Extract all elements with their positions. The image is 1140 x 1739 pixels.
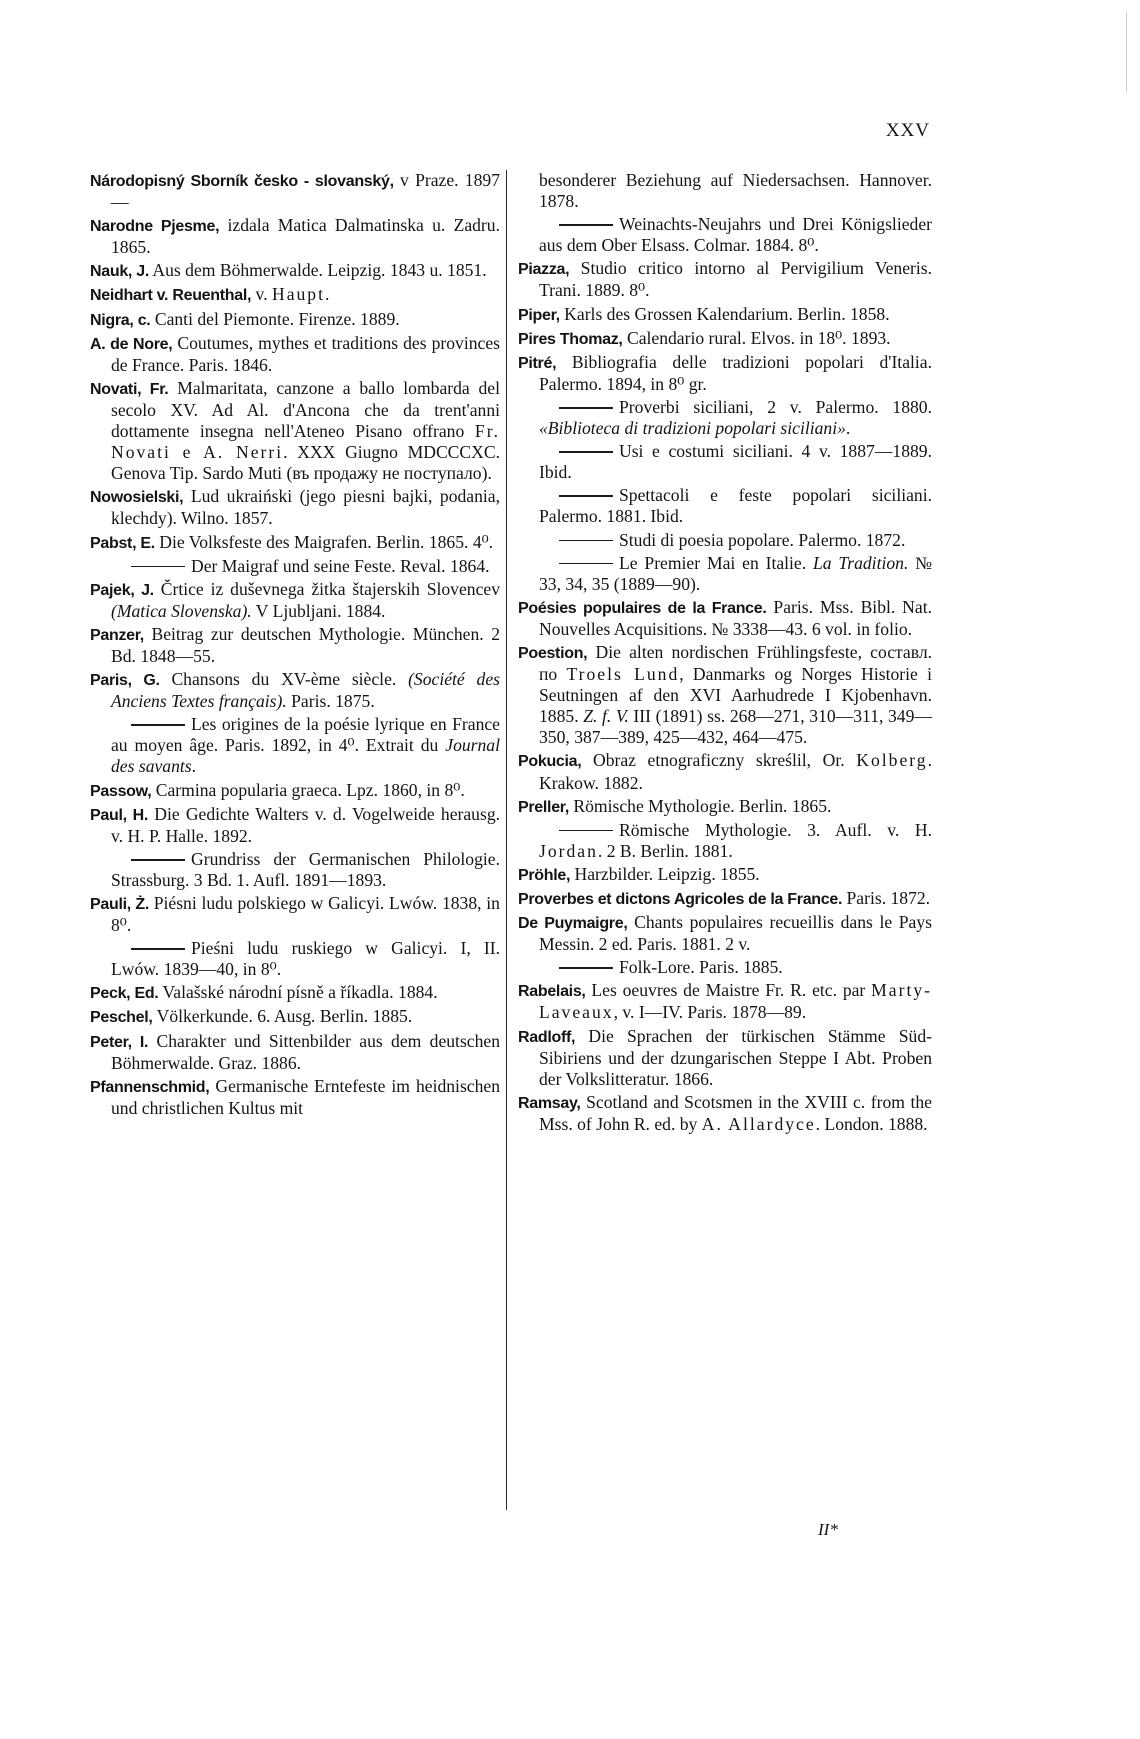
bibliography-entry [518, 258, 932, 301]
bibliography-entry [90, 1006, 500, 1028]
entry-text: Römische Mythologie. 3. Aufl. v. H. [619, 819, 932, 840]
bibliography-entry [518, 1092, 932, 1135]
bibliography-entry [518, 170, 932, 212]
bibliography-entry [518, 597, 932, 640]
entry-text: № 33, 34, 35 (1889—90). [539, 552, 932, 594]
entry-text: Valašské národní písně a říkadla. 1884. [158, 982, 438, 1003]
entry-heading: Rabelais, [518, 983, 586, 1001]
bibliography-entry [518, 888, 932, 910]
entry-heading: De Puymaigre, [518, 915, 628, 933]
entry-heading: Pajek, J. [90, 581, 154, 599]
entry-text: Der Maigraf und seine Feste. Reval. 1864. [191, 555, 490, 576]
entry-text: Paris. 1872. [842, 888, 931, 908]
entry-text: . 2 B. Berlin. 1881. [597, 840, 733, 861]
entry-text: Germanische Erntefeste im heidnischen und christlichen Kultus mit [111, 1075, 500, 1118]
entry-heading: Paris, G. [90, 672, 160, 690]
entry-text: Malmaritata, canzone a ballo lombarda del secolo XV. Ad Al. d'Ancona che da trent'anni dottamente insegna nell'Ateneo Pisano offrano [111, 377, 500, 442]
entry-heading: Pabst, E. [90, 534, 155, 552]
entry-text: v Praze. 1897— [111, 170, 500, 213]
bibliography-entry [518, 980, 932, 1023]
right-column [518, 170, 932, 1137]
entry-heading: Pitré, [518, 354, 557, 372]
entry-heading: Ramsay, [518, 1094, 581, 1112]
bibliography-entry [90, 378, 500, 484]
entry-text: Obraz etnograficzny skreślil, Or. [581, 750, 857, 771]
left-column [90, 170, 500, 1121]
entry-spaced-name: Jordan [539, 840, 598, 861]
entry-heading: Pauli, Ż. [90, 896, 149, 913]
bibliography-entry [90, 938, 500, 980]
entry-text: Die alten nordischen Frühlingsfeste, составл. по [539, 641, 932, 685]
ditto-dash [559, 540, 613, 542]
entry-heading: Radloff, [518, 1028, 576, 1046]
entry-heading: Neidhart v. Reuenthal, [90, 287, 252, 305]
ditto-dash [559, 224, 613, 226]
entry-text: besonderer Beziehung auf Niedersachsen. Hannover. 1878. [539, 170, 932, 212]
entry-text: Chants populaires recueillis dans le Pays Messin. 2 ed. Paris. 1881. 2 v. [539, 912, 932, 955]
entry-text: . [191, 756, 197, 777]
entry-heading: Peck, Ed. [90, 985, 159, 1003]
signature-mark: II* [818, 1520, 838, 1539]
bibliography-entry [518, 485, 932, 527]
bibliography-entry [518, 304, 932, 326]
bibliography-entry [518, 328, 932, 350]
entry-italic: La Tradition. [813, 552, 909, 573]
ditto-dash [131, 948, 185, 950]
entry-text: Weinachts-Neujahrs und Drei Königslieder aus dem Ober Elsass. Colmar. 1884. 8⁰. [539, 214, 932, 256]
entry-text: Charakter und Sittenbilder aus dem deutschen Böhmerwalde. Graz. 1886. [111, 1030, 501, 1073]
entry-text: Bibliografia delle tradizioni popolari d'Italia. Palermo. 1894, in 8⁰ gr. [539, 351, 932, 394]
entry-heading: Peschel, [90, 1009, 153, 1027]
entry-heading: Pires Thomaz, [518, 330, 623, 348]
entry-text: Pieśni ludu ruskiego w Galicyi. I, II. Lwów. 1839—40, in 8⁰. [111, 938, 500, 980]
entry-text: Calendario rural. Elvos. in 18⁰. 1893. [622, 327, 891, 348]
entry-heading: Pokucia, [518, 753, 582, 771]
entry-text: Paris. Mss. Bibl. Nat. Nouvelles Acquisitions. № 3338—43. 6 vol. in folio. [539, 596, 932, 639]
entry-heading: Novati, Fr. [90, 380, 169, 398]
entry-text: Paris. 1875. [286, 691, 375, 712]
bibliography-entry [90, 486, 500, 529]
page-number: XXV [885, 120, 930, 141]
entry-text: Proverbi siciliani, 2 v. Palermo. 1880. [619, 396, 932, 417]
entry-heading: Nauk, J. [90, 263, 149, 281]
entry-heading: Passow, [90, 782, 152, 800]
entry-text: Völkerkunde. 6. Ausg. Berlin. 1885. [152, 1006, 413, 1027]
entry-text: Chansons du XV-ème siècle. [159, 669, 409, 690]
bibliography-entry [518, 352, 932, 395]
entry-text: Les oeuvres de Maistre Fr. R. etc. par [585, 980, 872, 1001]
entry-heading: Piazza, [518, 261, 570, 279]
entry-italic: «Biblioteca di tradizioni popolari siciliani» [539, 418, 846, 439]
entry-heading: A. de Nore, [90, 335, 173, 353]
bibliography-entry [90, 1076, 500, 1119]
entry-heading: Preller, [518, 798, 569, 816]
bibliography-entry [518, 750, 932, 793]
entry-text: v. [251, 284, 272, 305]
bibliography-entry [90, 215, 500, 258]
entry-text: Studio critico intorno al Pervigilium Veneris. Trani. 1889. 8⁰. [539, 258, 932, 301]
entry-heading: Proverbes et dictons Agricoles de la France. [518, 891, 843, 908]
entry-text: Die Gedichte Walters v. d. Vogelweide herausg. v. H. P. Halle. 1892. [111, 803, 501, 846]
entry-text: . XXX Giugno MDCCCXC. Genova Tip. Sardo Muti (въ продажу не поступало). [111, 442, 500, 484]
entry-text: Les origines de la poésie lyrique en France au moyen âge. Paris. 1892, in 4⁰. Extrait du [111, 714, 500, 756]
entry-text: izdala Matica Dalmatinska u. Zadru. 1865. [111, 215, 500, 258]
entry-heading: Narodne Pjesme, [90, 218, 220, 236]
entry-text: Usi e costumi siciliani. 4 v. 1887—1889. Ibid. [539, 441, 932, 483]
entry-text: Spettacoli e feste popolari siciliani. Palermo. 1881. Ibid. [539, 485, 932, 527]
entry-heading: Pfannenschmid, [90, 1078, 210, 1096]
entry-text: Studi di poesia popolare. Palermo. 1872. [619, 529, 906, 550]
entry-spaced-name: Haupt [272, 284, 325, 305]
bibliography-entry [90, 780, 500, 802]
entry-spaced-name: Fr. Novati e A. Nerri [111, 421, 500, 463]
entry-text: Črtice iz duševnega žitka štajerskih Slovencev [153, 578, 500, 599]
entry-text: Harzbilder. Leipzig. 1855. [570, 863, 760, 884]
bibliography-entry [518, 441, 932, 483]
entry-italic: (Matica Slovenska). [111, 600, 252, 621]
entry-text: Lud ukraiński (jego piesni bajki, podania, klechdy). Wilno. 1857. [111, 486, 500, 529]
entry-italic: (Société des Anciens Textes français). [111, 669, 500, 712]
entry-text: Carmina popularia graeca. Lpz. 1860, in 8⁰. [151, 779, 465, 800]
entry-text: Grundriss der Germanischen Philologie. Strassburg. 3 Bd. 1. Aufl. 1891—1893. [111, 848, 500, 890]
bibliography-entry [518, 397, 932, 439]
entry-text: Aus dem Böhmerwalde. Leipzig. 1843 u. 1851. [148, 260, 487, 281]
bibliography-entry [518, 1026, 932, 1090]
entry-spaced-name: Troels Lund [566, 664, 680, 685]
ditto-dash [559, 563, 613, 565]
entry-text: Scotland and Scotsmen in the XVIII c. from the Mss. of John R. ed. by [539, 1091, 932, 1134]
entry-text: Folk-Lore. Paris. 1885. [619, 957, 783, 978]
entry-text: Canti del Piemonte. Firenze. 1889. [150, 308, 400, 329]
bibliography-entry [90, 556, 500, 577]
entry-text: , v. I—IV. Paris. 1878—89. [613, 1002, 807, 1023]
bibliography-entry [90, 333, 500, 376]
entry-text: Le Premier Mai en Italie. [619, 552, 813, 573]
entry-text: Die Sprachen der türkischen Stämme Süd-Sibiriens und der dzungarischen Steppe I Abt. Proben der Volkslitteratur. 1866. [539, 1025, 932, 1089]
bibliography-entry [90, 532, 500, 554]
ditto-dash [559, 830, 613, 832]
bibliography-entry [90, 260, 500, 282]
bibliography-entry [518, 214, 932, 256]
entry-text: . [325, 284, 330, 305]
entry-text: Piésni ludu polskiego w Galicyi. Lwów. 1838, in 8⁰. [111, 893, 500, 936]
bibliography-entry [90, 714, 500, 777]
entry-text: V Ljubljani. 1884. [251, 600, 386, 621]
entry-heading: Panzer, [90, 626, 144, 644]
bibliography-entry [518, 796, 932, 818]
ditto-dash [131, 859, 185, 861]
entry-text: . London. 1888. [815, 1113, 928, 1134]
bibliography-entry [518, 553, 932, 595]
entry-heading: Paul, H. [90, 806, 149, 824]
entry-heading: Poestion, [518, 644, 588, 662]
entry-text: Die Volksfeste des Maigrafen. Berlin. 1865. 4⁰. [154, 531, 494, 552]
entry-text: , Danmarks og Norges Historie i Seutningen af den XVI Aarhudrede I Kjobenhavn. 1885. [539, 664, 932, 727]
ditto-dash [559, 967, 613, 969]
entry-heading: Nigra, c. [90, 311, 151, 329]
entry-text: III (1891) ss. 268—271, 310—311, 349—350, 387—389, 425—432, 464—475. [539, 706, 932, 748]
entry-text: . Krakow. 1882. [539, 750, 932, 793]
bibliography-entry [518, 642, 932, 748]
bibliography-entry [90, 982, 500, 1004]
entry-spaced-name: Kolberg [856, 750, 928, 771]
bibliography-entry [90, 170, 500, 213]
entry-text: Beitrag zur deutschen Mythologie. München. 2 Bd. 1848—55. [111, 623, 500, 666]
bibliography-entry [90, 849, 500, 891]
entry-spaced-name: Marty-Laveaux [539, 980, 932, 1023]
entry-heading: Národopisný Sborník česko - slovanský, [90, 173, 394, 190]
ditto-dash [559, 451, 613, 453]
ditto-dash [559, 407, 613, 409]
bibliography-entry [518, 912, 932, 955]
bibliography-entry [90, 804, 500, 847]
bibliography-entry [518, 530, 932, 551]
bibliography-entry [90, 1031, 500, 1074]
scan-edge [1126, 12, 1129, 92]
ditto-dash [131, 566, 185, 568]
bibliography-entry [90, 893, 500, 936]
entry-text: . [845, 418, 851, 439]
entry-italic: Z. f. V. [583, 706, 629, 727]
bibliography-entry [518, 820, 932, 862]
column-divider [506, 170, 507, 1510]
entry-spaced-name: A. Allardyce [701, 1113, 816, 1134]
entry-heading: Peter, I. [90, 1033, 149, 1051]
ditto-dash [131, 724, 185, 726]
bibliography-entry [90, 579, 500, 622]
entry-heading: Nowosielski, [90, 489, 184, 507]
entry-text: Coutumes, mythes et traditions des provinces de France. Paris. 1846. [111, 332, 500, 375]
entry-heading: Piper, [518, 306, 560, 324]
bibliography-entry [90, 669, 500, 712]
bibliography-entry [518, 957, 932, 978]
bibliography-entry [90, 309, 500, 331]
bibliography-entry [90, 624, 500, 667]
ditto-dash [559, 495, 613, 497]
entry-text: Karls des Grossen Kalendarium. Berlin. 1858. [559, 303, 890, 324]
entry-text: Römische Mythologie. Berlin. 1865. [568, 795, 832, 816]
entry-heading: Poésies populaires de la France. [518, 599, 767, 617]
bibliography-entry [518, 864, 932, 886]
entry-italic: Journal des savants [111, 735, 500, 777]
entry-heading: Pröhle, [518, 866, 571, 884]
bibliography-entry [90, 284, 500, 306]
